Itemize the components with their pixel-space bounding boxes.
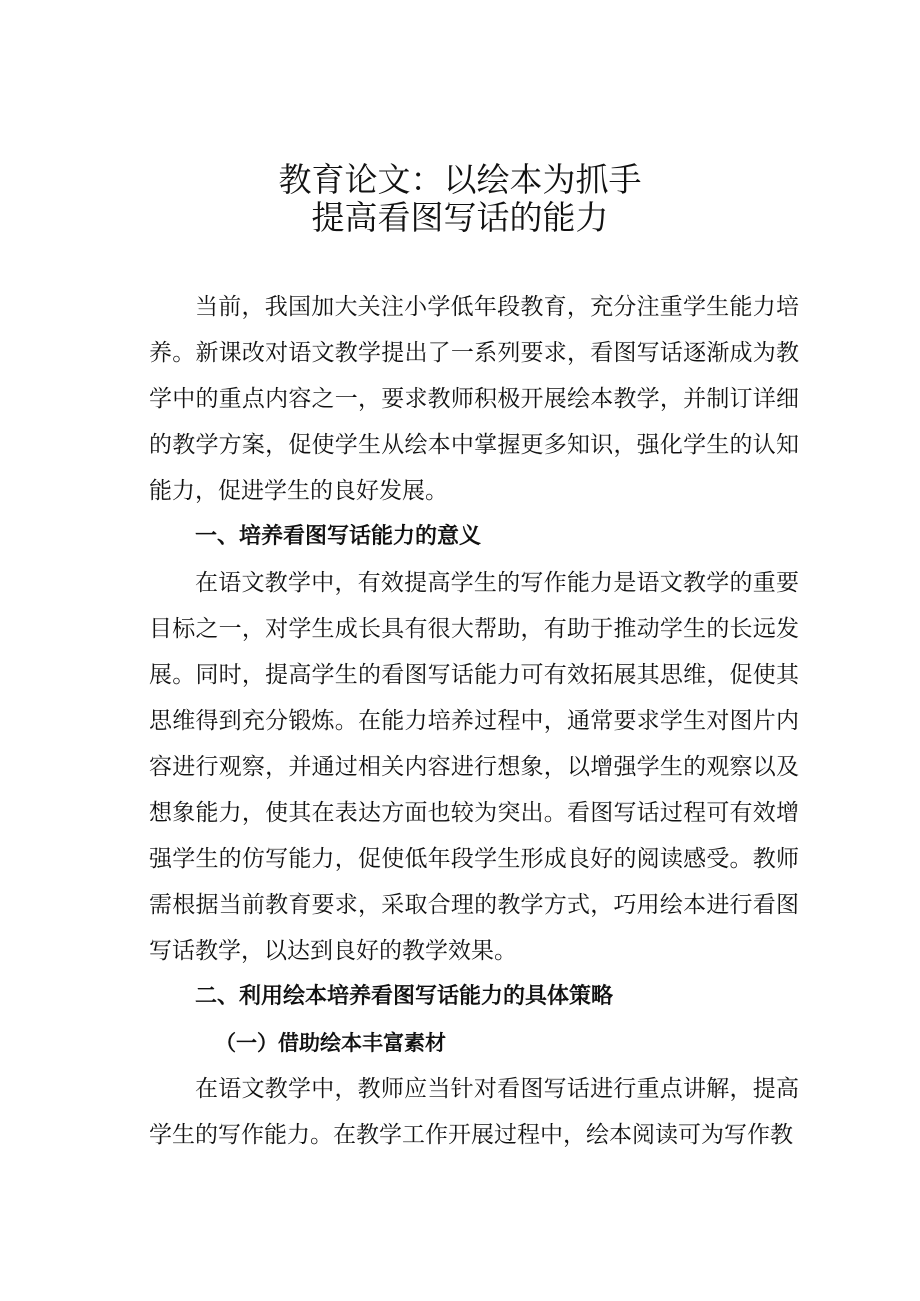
section-2-heading: 二、利用绘本培养看图写话能力的具体策略 (195, 984, 614, 1009)
document-title-line-1: 教育论文：以绘本为抓手 (278, 160, 642, 199)
document-title-line-2: 提高看图写话的能力 (311, 198, 609, 237)
subsection-1-heading: （一）借助绘本丰富素材 (215, 1031, 446, 1055)
document-body (149, 284, 799, 1158)
subsection-1-paragraph: 在语文教学中，教师应当针对看图写话进行重点讲解，提高学生的写作能力。在教学工作开展过程中，绘本阅读可为写作教 (149, 1076, 799, 1148)
intro-paragraph: 当前，我国加大关注小学低年段教育，充分注重学生能力培养。新课改对语文教学提出了一系列要求，看图写话逐渐成为教学中的重点内容之一，要求教师积极开展绘本教学，并制订详细的教学方案，促使学生从绘本中掌握更多知识，强化学生的认知能力，促进学生的良好发展。 (149, 294, 799, 504)
section-1-paragraph: 在语文教学中，有效提高学生的写作能力是语文教学的重要目标之一，对学生成长具有很大帮助，有助于推动学生的长远发展。同时，提高学生的看图写话能力可有效拓展其思维，促使其思维得到充分锻炼。在能力培养过程中，通常要求学生对图片内容进行观察，并通过相关内容进行想象，以增强学生的观察以及想象能力，使其在表达方面也较为突出。看图写话过程可有效增强学生的仿写能力，促使低年段学生形成良好的阅读感受。教师需根据当前教育要求，采取合理的教学方式，巧用绘本进行看图写话教学，以达到良好的教学效果。 (149, 570, 799, 964)
section-1-heading: 一、培养看图写话能力的意义 (195, 524, 482, 549)
